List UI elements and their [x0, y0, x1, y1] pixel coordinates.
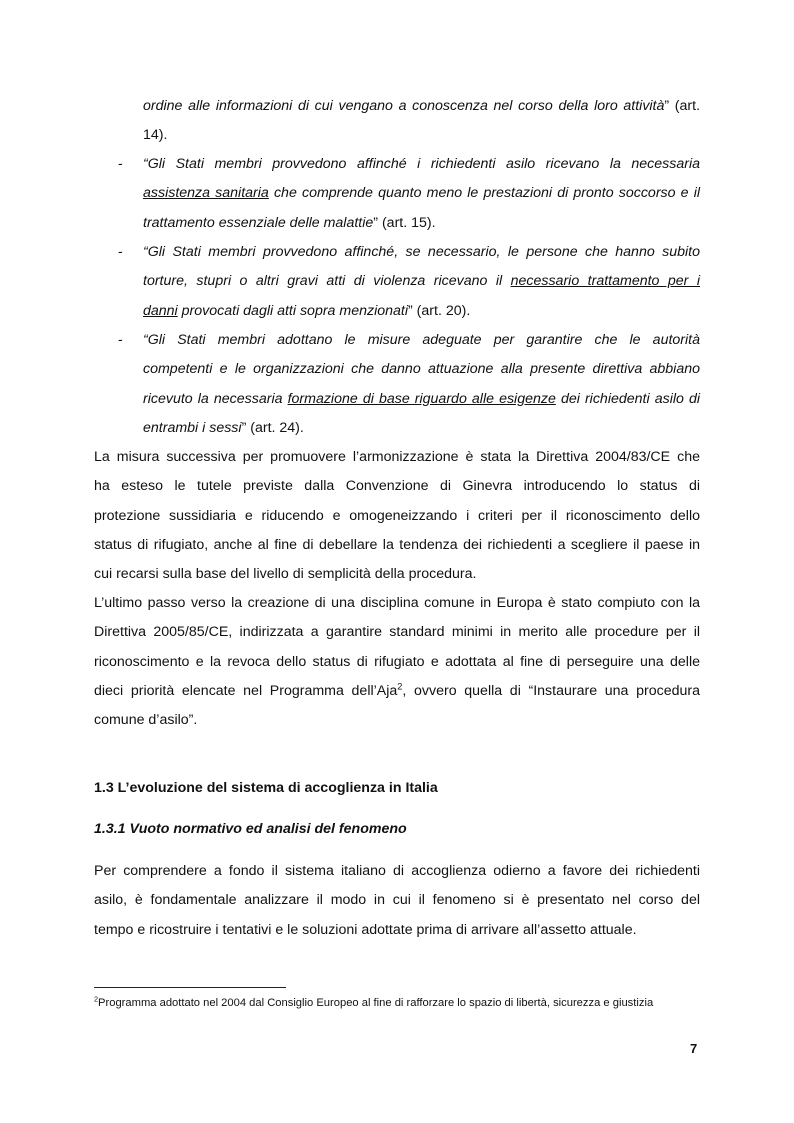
underlined-phrase: formazione di base riguardo alle esigenze [287, 390, 556, 407]
list-bullet-marker: - [118, 156, 123, 172]
article-ref: ” (art. [664, 98, 701, 114]
paragraph-line: asilo, è fondamentale analizzare il modo in cui il fenomeno si è presentato nel corso del [94, 892, 700, 909]
paragraph-line: dieci priorità elencate nel Programma dell’Aja [94, 682, 398, 699]
paragraph-line: riconoscimento e la revoca dello status di rifugiato e adottata al fine di perseguire una delle [94, 653, 700, 670]
quote-text: “Gli Stati membri provvedono affinché i richiedenti asilo ricevano la necessaria [143, 156, 700, 172]
quote-text: ricevuto la necessaria [143, 390, 288, 407]
paragraph-line: Direttiva 2005/85/CE, indirizzata a garantire standard minimi in merito alle procedure per il [94, 624, 700, 641]
subsection-heading: 1.3.1 Vuoto normativo ed analisi del fenomeno [94, 821, 407, 837]
list-bullet-marker: - [118, 244, 123, 260]
list-item-art24 [143, 326, 700, 443]
quote-text: trattamento essenziale delle malattie [143, 214, 374, 231]
article-ref: ” (art. 20). [408, 302, 471, 319]
paragraph-line: protezione sussidiaria e riducendo e omogeneizzando i criteri per il riconoscimento dello [94, 507, 700, 524]
underlined-phrase: danni [143, 302, 178, 319]
quote-text: competenti e le organizzazioni che danno attuazione alla presente direttiva abbiano [143, 361, 700, 378]
article-ref: ” (art. 24). [241, 419, 304, 436]
paragraph-line: , ovvero quella di “Instaurare una procedura [402, 682, 700, 699]
paragraph-line: cui recarsi sulla base del livello di semplicità della procedura. [94, 566, 477, 583]
quote-text: che comprende quanto meno le prestazioni di pronto soccorso e il [268, 185, 701, 202]
paragraph-line: L’ultimo passo verso la creazione di una disciplina comune in Europa è stato compiuto con la [94, 595, 700, 611]
page-number: 7 [690, 1041, 698, 1056]
paragraph-line: La misura successiva per promuovere l’armonizzazione è stata la Direttiva 2004/83/CE che [94, 449, 700, 465]
paragraph-line: status di rifugiato, anche al fine di debellare la tendenza dei richiedenti a scegliere il paese in [94, 536, 700, 553]
paragraph-line: ha esteso le tutele previste dalla Convenzione di Ginevra introducendo lo status di [94, 478, 700, 495]
list-item-art15 [143, 150, 700, 238]
paragraph-line: comune d’asilo”. [94, 712, 198, 729]
paragraph-directive-2004 [94, 443, 700, 589]
paragraph-line: Per comprendere a fondo il sistema italiano di accoglienza odierno a favore dei richiedenti [94, 863, 700, 879]
footnote-marker: 2 [94, 994, 99, 1004]
quote-text: entrambi i sessi [143, 419, 242, 436]
quote-text: torture, stupri o altri gravi atti di violenza ricevano il [143, 273, 511, 290]
quote-text: “Gli Stati membri provvedono affinché, se necessario, le persone che hanno subito [143, 244, 700, 260]
section-heading: 1.3 L’evoluzione del sistema di accoglienza in Italia [94, 780, 438, 796]
quote-text: “Gli Stati membri adottano le misure adeguate per garantire che le autorità [143, 332, 700, 348]
footnote-text: Programma adottato nel 2004 dal Consiglio Europeo al fine di rafforzare lo spazio di libertà, sicurezza e giustizia [98, 997, 654, 1009]
quote-text: provocati dagli atti sopra menzionati [177, 302, 408, 319]
article-ref: 14). [143, 127, 168, 144]
quote-text: ordine alle informazioni di cui vengano a conoscenza nel corso della loro attività [143, 98, 665, 114]
paragraph-directive-2005 [94, 589, 700, 735]
footnote-separator [94, 987, 286, 988]
paragraph-line: tempo e ricostruire i tentativi e le soluzioni adottate prima di arrivare all’assetto attuale. [94, 921, 637, 938]
underlined-phrase: necessario trattamento per i [510, 273, 700, 290]
list-bullet-marker: - [118, 332, 123, 348]
list-item-art20 [143, 238, 700, 326]
article-ref: ” (art. 15). [373, 214, 436, 231]
underlined-phrase: assistenza sanitaria [143, 185, 269, 202]
footnote [94, 995, 674, 1012]
quote-text: dei richiedenti asilo di [555, 390, 701, 407]
paragraph-intro-italy [94, 857, 700, 945]
list-item-continuation [143, 92, 700, 151]
footnote-reference[interactable]: 2 [397, 681, 403, 692]
